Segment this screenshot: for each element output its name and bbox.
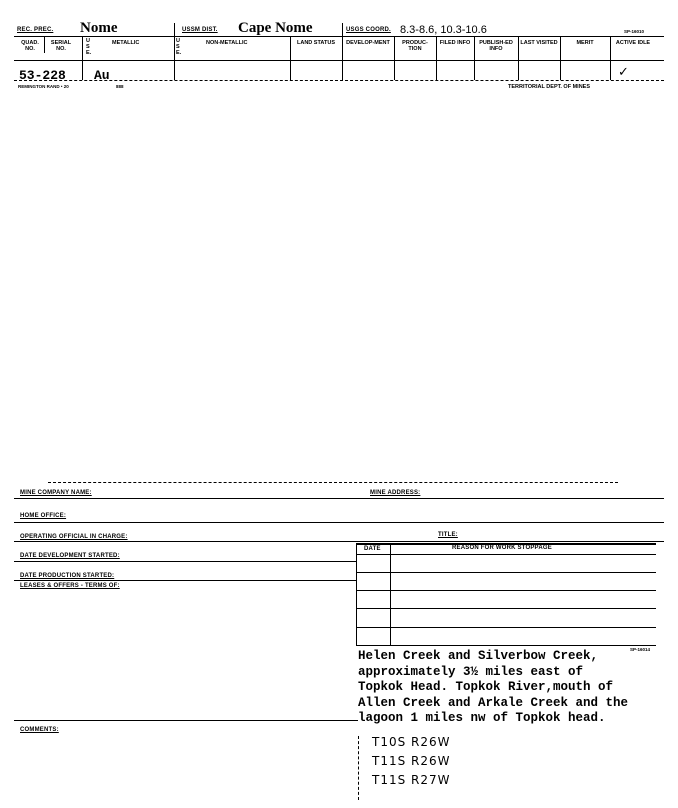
mine-address-label: MINE ADDRESS: bbox=[370, 490, 421, 496]
leases-offers-label: LEASES & OFFERS - TERMS OF: bbox=[20, 583, 120, 589]
location-description bbox=[358, 649, 658, 727]
col-use-2: U S E. bbox=[176, 38, 182, 56]
grid-divider bbox=[518, 37, 519, 80]
operating-official-label: OPERATING OFFICIAL IN CHARGE: bbox=[20, 534, 128, 540]
stoppage-table-row bbox=[356, 554, 656, 555]
date-prod-started-label: DATE PRODUCTION STARTED: bbox=[20, 573, 115, 579]
ussm-dist-value: Cape Nome bbox=[238, 20, 313, 36]
col-metallic: METALLIC bbox=[112, 40, 140, 46]
location-line: Allen Creek and Arkale Creek and the bbox=[358, 695, 629, 710]
col-published-info: PUBLISH-ED INFO bbox=[479, 40, 513, 52]
date-dev-rule bbox=[14, 561, 356, 562]
stoppage-reason-header: REASON FOR WORK STOPPAGE bbox=[452, 545, 552, 551]
col-land-status: LAND STATUS bbox=[297, 40, 335, 46]
stoppage-table-row bbox=[356, 608, 656, 609]
ussm-dist-label: USSM DIST. bbox=[182, 27, 218, 33]
active-check-mark: ✓ bbox=[618, 64, 629, 79]
department-label: TERRITORIAL DEPT. OF MINES bbox=[508, 84, 590, 90]
grid-divider bbox=[44, 37, 45, 53]
usgs-coord-value: 8.3-8.6, 10.3-10.6 bbox=[400, 24, 487, 36]
grid-divider bbox=[610, 37, 611, 80]
title-label: TITLE: bbox=[438, 532, 458, 538]
stoppage-table-row bbox=[356, 627, 656, 628]
comments-divider-rule bbox=[14, 720, 358, 721]
col-non-metallic: NON-METALLIC bbox=[206, 40, 248, 46]
form-code-top: SP-16010 bbox=[624, 29, 645, 34]
stoppage-table-row bbox=[356, 590, 656, 591]
col-use-1: U S E. bbox=[86, 38, 92, 56]
col-development: DEVELOP-MENT bbox=[346, 40, 390, 46]
bottom-form-top-rule bbox=[48, 482, 618, 483]
rec-prec-value: Nome bbox=[80, 20, 118, 36]
grid-divider bbox=[474, 37, 475, 80]
col-active-idle: ACTIVE IDLE bbox=[615, 40, 651, 46]
handwritten-note: T11S R27W bbox=[372, 773, 451, 787]
date-prod-rule bbox=[14, 580, 356, 581]
location-line: lagoon 1 miles nw of Topkok head. bbox=[358, 711, 606, 725]
form-code-bottom: SP-16014 bbox=[630, 647, 651, 652]
handwritten-note: T11S R26W bbox=[372, 754, 451, 768]
location-line: approximately 3½ miles east of bbox=[358, 664, 584, 679]
record-baseline bbox=[14, 80, 664, 81]
mine-company-rule bbox=[14, 498, 664, 499]
record-serial: 53-228 bbox=[19, 68, 66, 83]
usgs-coord-label: USGS COORD. bbox=[346, 27, 391, 33]
col-filed-info: FILED INFO bbox=[439, 40, 471, 46]
location-line: Helen Creek and Silverbow Creek, bbox=[358, 649, 599, 663]
record-commodity: Au bbox=[94, 68, 110, 83]
stoppage-table-divider bbox=[390, 543, 391, 645]
printer-code: 888 bbox=[116, 84, 124, 89]
rec-prec-label: REC. PREC. bbox=[17, 27, 54, 33]
grid-divider bbox=[290, 37, 291, 80]
handwritten-note: T10S R26W bbox=[372, 735, 451, 749]
col-last-visited: LAST VISITED bbox=[520, 40, 558, 46]
operating-official-rule bbox=[14, 541, 664, 542]
home-office-rule bbox=[14, 522, 664, 523]
grid-divider bbox=[394, 37, 395, 80]
mine-company-name-label: MINE COMPANY NAME: bbox=[20, 490, 92, 496]
printer-label: REMINGTON RAND • 20 bbox=[18, 84, 69, 89]
grid-divider bbox=[436, 37, 437, 80]
stoppage-table-row bbox=[356, 572, 656, 573]
col-production: PRODUC-TION bbox=[402, 40, 428, 52]
stoppage-date-header: DATE bbox=[364, 546, 381, 552]
home-office-label: HOME OFFICE: bbox=[20, 513, 67, 519]
date-dev-started-label: DATE DEVELOPMENT STARTED: bbox=[20, 553, 120, 559]
stoppage-table-left bbox=[356, 543, 357, 645]
grid-divider bbox=[560, 37, 561, 80]
comments-label: COMMENTS: bbox=[20, 727, 59, 733]
grid-divider bbox=[342, 23, 343, 80]
grid-divider bbox=[174, 23, 175, 80]
grid-divider bbox=[82, 37, 83, 80]
col-merit: MERIT bbox=[576, 40, 594, 46]
location-line: Topkok Head. Topkok River,mouth of bbox=[358, 680, 614, 694]
header-bottom-rule bbox=[14, 60, 664, 61]
stoppage-table-row bbox=[356, 645, 656, 646]
handwritten-margin-rule bbox=[358, 736, 359, 800]
col-quad-no: QUAD. NO. bbox=[21, 40, 39, 52]
col-serial-no: SERIAL NO. bbox=[50, 40, 72, 52]
